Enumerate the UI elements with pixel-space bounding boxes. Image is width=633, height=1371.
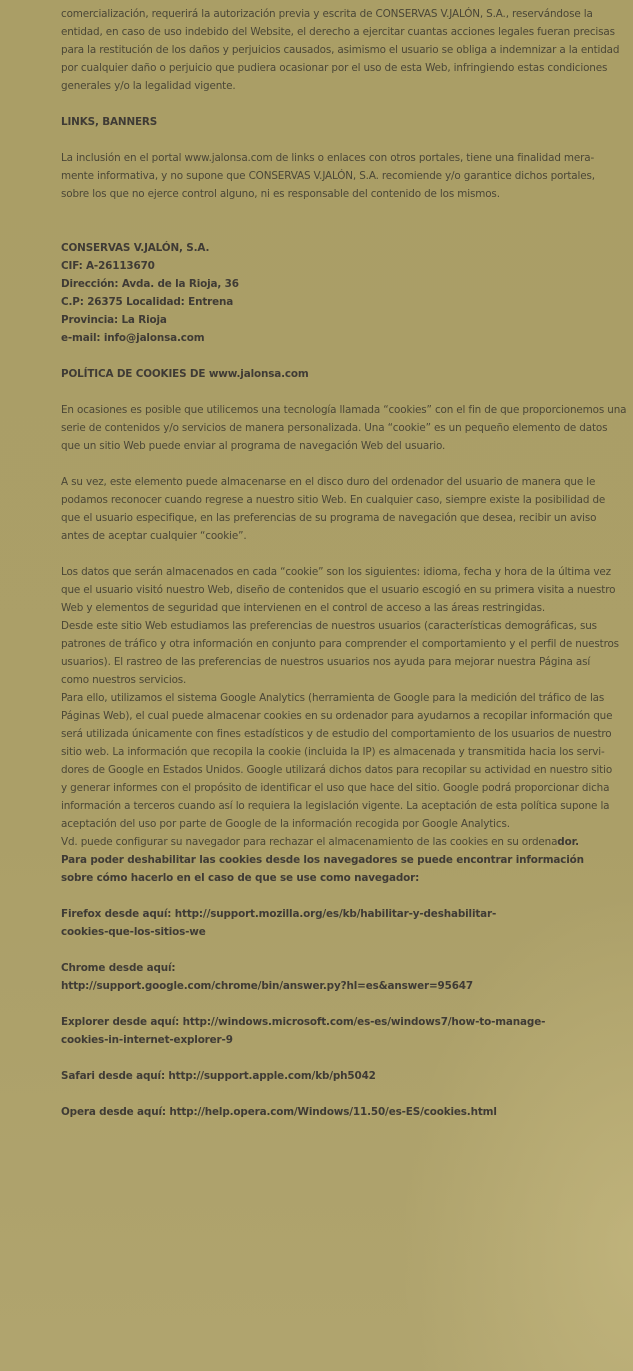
firefox-link[interactable]: Firefox desde aquí: http://support.mozilla.org/es/kb/habilitar-y-deshabilitar- — [61, 908, 497, 920]
configure-text-bold: dor. — [557, 836, 579, 848]
chrome-instructions — [61, 959, 589, 995]
text-line: En ocasiones es posible que utilicemos una tecnología llamada “cookies” con el fin de que proporcionemos una — [61, 404, 627, 416]
explorer-link-continued[interactable]: cookies-in-internet-explorer-9 — [61, 1034, 233, 1046]
cookies-paragraph-1 — [61, 401, 627, 455]
text-line: sobre cómo hacerlo en el caso de que se use como navegador: — [61, 872, 420, 884]
company-name: CONSERVAS V.JALÓN, S.A. — [61, 242, 210, 254]
text-line: Desde este sitio Web estudiamos las preferencias de nuestros usuarios (características demográficas, sus — [61, 620, 597, 632]
text-line: dores de Google en Estados Unidos. Google utilizará dichos datos para recopilar su actividad en nuestro sitio — [61, 764, 613, 776]
company-info — [61, 239, 589, 347]
opera-link[interactable]: Opera desde aquí: http://help.opera.com/Windows/11.50/es-ES/cookies.html — [61, 1106, 497, 1118]
cookies-paragraph-2 — [61, 473, 606, 545]
safari-instructions — [61, 1067, 589, 1085]
cookies-paragraph-3 — [61, 563, 619, 851]
text-line: serie de contenidos y/o servicios de manera personalizada. Una “cookie” es un pequeño elemento de datos — [61, 422, 608, 434]
company-address: Dirección: Avda. de la Rioja, 36 — [61, 278, 239, 290]
text-line: entidad, en caso de uso indebido del Website, el derecho a ejercitar cuantas acciones legales fueran precisas — [61, 26, 615, 38]
explorer-instructions — [61, 1013, 589, 1049]
text-line: que un sitio Web puede enviar al programa de navegación Web del usuario. — [61, 440, 446, 452]
text-line: comercialización, requerirá la autorización previa y escrita de CONSERVAS V.JALÓN, S.A., reservándose la — [61, 8, 593, 20]
text-line: mente informativa, y no supone que CONSERVAS V.JALÓN, S.A. recomiende y/o garantice dichos portales, — [61, 170, 595, 182]
text-line: sobre los que no ejerce control alguno, ni es responsable del contenido de los mismos. — [61, 188, 500, 200]
text-line: La inclusión en el portal www.jalonsa.com de links o enlaces con otros portales, tiene una finalidad mera- — [61, 152, 595, 164]
text-line: será utilizada únicamente con fines estadísticos y de estudio del comportamiento de los usuarios de nuestro — [61, 728, 612, 740]
links-paragraph — [61, 149, 595, 203]
text-line: patrones de tráfico y otra información en conjunto para comprender el comportamiento y el perfil de nuestros — [61, 638, 619, 650]
text-line: información a terceros cuando así lo requiera la legislación vigente. La aceptación de esta política supone la — [61, 800, 610, 812]
text-line: A su vez, este elemento puede almacenarse en el disco duro del ordenador del usuario de manera que le — [61, 476, 596, 488]
cookies-policy-heading: POLÍTICA DE COOKIES DE www.jalonsa.com — [61, 368, 309, 380]
disable-cookies-intro — [61, 851, 589, 887]
company-postal: C.P: 26375 Localidad: Entrena — [61, 296, 234, 308]
text-line: y generar informes con el propósito de identificar el uso que hace del sitio. Google podrá proporcionar dicha — [61, 782, 610, 794]
text-line: sitio web. La información que recopila la cookie (incluida la IP) es almacenada y transmitida hacia los servi- — [61, 746, 605, 758]
text-line: por cualquier daño o perjuicio que pudiera ocasionar por el uso de esta Web, infringiendo estas condiciones — [61, 62, 608, 74]
text-line: Páginas Web), el cual puede almacenar cookies en su ordenador para ayudarnos a recopilar información que — [61, 710, 613, 722]
configure-line — [61, 833, 589, 851]
safari-link[interactable]: Safari desde aquí: http://support.apple.com/kb/ph5042 — [61, 1070, 376, 1082]
text-line: Para poder deshabilitar las cookies desde los navegadores se puede encontrar información — [61, 854, 584, 866]
opera-instructions — [61, 1103, 589, 1121]
legal-content — [61, 5, 627, 1121]
company-province: Provincia: La Rioja — [61, 314, 167, 326]
explorer-link[interactable]: Explorer desde aquí: http://windows.microsoft.com/es-es/windows7/how-to-manage- — [61, 1016, 546, 1028]
firefox-instructions — [61, 905, 589, 941]
text-line: que el usuario especifique, en las preferencias de su programa de navegación que desea, recibir un aviso — [61, 512, 597, 524]
configure-text: Vd. puede configurar su navegador para rechazar el almacenamiento de las cookies en su ordena — [61, 836, 558, 848]
firefox-link-continued[interactable]: cookies-que-los-sitios-we — [61, 926, 206, 938]
intro-paragraph — [61, 5, 620, 95]
chrome-label: Chrome desde aquí: — [61, 962, 176, 974]
links-banners-heading: LINKS, BANNERS — [61, 116, 158, 128]
chrome-link[interactable]: http://support.google.com/chrome/bin/answer.py?hl=es&answer=95647 — [61, 980, 473, 992]
text-line: para la restitución de los daños y perjuicios causados, asimismo el usuario se obliga a indemnizar a la entidad — [61, 44, 620, 56]
text-line: usuarios). El rastreo de las preferencias de nuestros usuarios nos ayuda para mejorar nuestra Página así — [61, 656, 591, 668]
text-line: aceptación del uso por parte de Google de la información recogida por Google Analytics. — [61, 818, 510, 830]
text-line: como nuestros servicios. — [61, 674, 187, 686]
text-line: antes de aceptar cualquier “cookie”. — [61, 530, 247, 542]
company-email-link[interactable]: e-mail: info@jalonsa.com — [61, 332, 205, 344]
text-line: podamos reconocer cuando regrese a nuestro sitio Web. En cualquier caso, siempre existe la posibilidad de — [61, 494, 606, 506]
text-line: Los datos que serán almacenados en cada “cookie” son los siguientes: idioma, fecha y hora de la última vez — [61, 566, 611, 578]
text-line: generales y/o la legalidad vigente. — [61, 80, 236, 92]
company-cif: CIF: A-26113670 — [61, 260, 155, 272]
text-line: Para ello, utilizamos el sistema Google Analytics (herramienta de Google para la medición del tráfico de las — [61, 692, 605, 704]
text-line: que el usuario visitó nuestro Web, diseño de contenidos que el usuario escogió en su primera visita a nuestro — [61, 584, 616, 596]
text-line: Web y elementos de seguridad que intervienen en el control de acceso a las áreas restringidas. — [61, 602, 546, 614]
